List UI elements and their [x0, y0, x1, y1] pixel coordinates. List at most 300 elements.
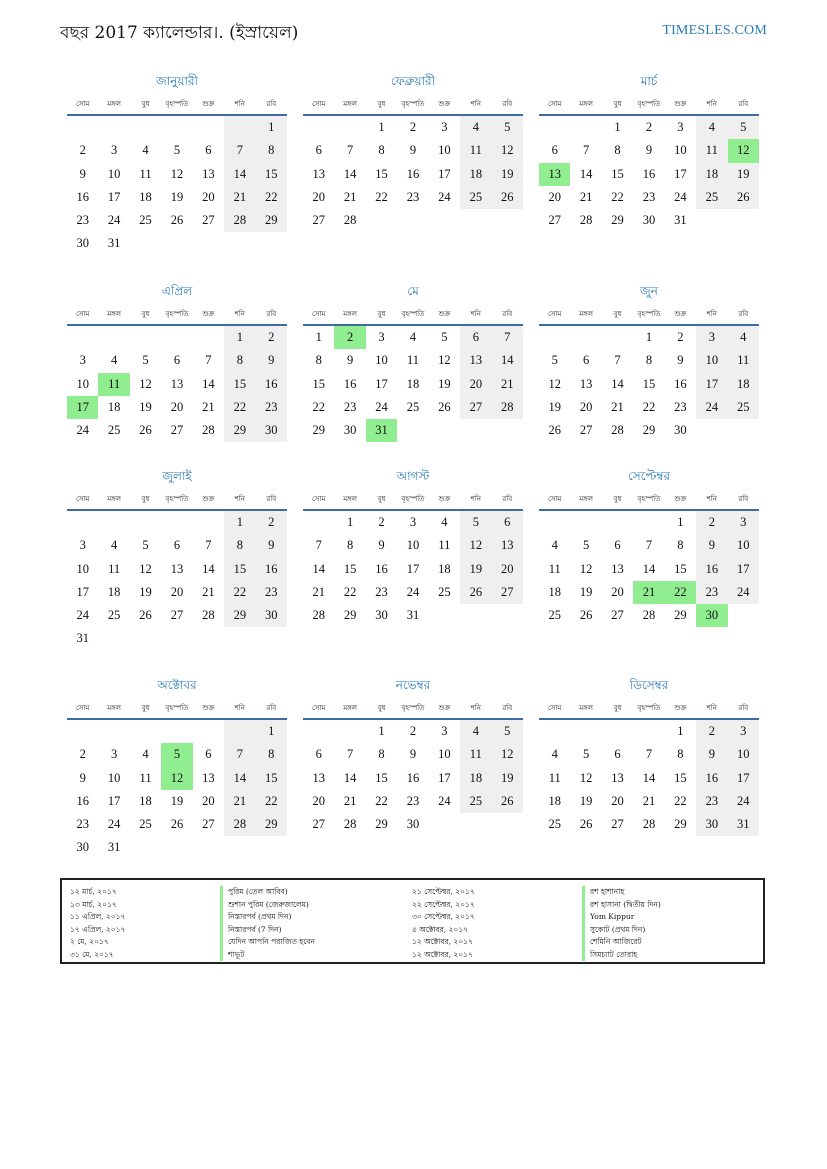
- day-cell[interactable]: 1: [256, 720, 287, 743]
- day-cell[interactable]: 23: [76, 213, 89, 228]
- day-cell[interactable]: 30: [343, 423, 357, 438]
- day-cell[interactable]: 9: [256, 534, 287, 557]
- day-cell[interactable]: 12: [438, 353, 451, 368]
- day-cell[interactable]: 16: [375, 561, 388, 576]
- day-cell[interactable]: 1: [614, 120, 621, 134]
- day-cell[interactable]: 4: [728, 326, 759, 349]
- day-cell[interactable]: 30: [256, 604, 287, 627]
- day-cell[interactable]: 15: [642, 376, 656, 391]
- day-cell[interactable]: 17: [107, 793, 121, 808]
- day-cell[interactable]: 26: [579, 817, 593, 832]
- day-cell[interactable]: 13: [170, 561, 184, 576]
- day-cell[interactable]: 26: [438, 399, 451, 414]
- day-cell[interactable]: 25: [406, 399, 420, 414]
- day-cell[interactable]: 24: [76, 423, 89, 438]
- day-cell[interactable]: 18: [107, 399, 121, 414]
- day-cell[interactable]: 1: [378, 120, 385, 134]
- day-cell[interactable]: 15: [224, 373, 255, 396]
- day-cell[interactable]: 1: [677, 515, 684, 529]
- day-cell[interactable]: 15: [375, 166, 388, 181]
- day-cell[interactable]: 9: [409, 747, 417, 762]
- day-cell[interactable]: 23: [674, 399, 687, 414]
- day-cell[interactable]: 13: [579, 376, 593, 391]
- day-cell[interactable]: 17: [406, 561, 420, 576]
- day-cell[interactable]: 15: [343, 561, 357, 576]
- day-cell[interactable]: 2: [696, 720, 727, 743]
- day-cell[interactable]: 24: [674, 189, 687, 204]
- day-cell[interactable]: 15: [256, 163, 287, 186]
- day-cell[interactable]: 2: [409, 724, 417, 738]
- day-cell[interactable]: 2: [696, 511, 727, 534]
- day-cell[interactable]: 21: [202, 584, 215, 599]
- day-cell[interactable]: 14: [642, 561, 656, 576]
- day-cell[interactable]: 22: [256, 186, 287, 209]
- day-cell[interactable]: 5: [441, 330, 448, 344]
- day-cell[interactable]: 22: [611, 189, 624, 204]
- day-cell[interactable]: 26: [492, 790, 523, 813]
- day-cell[interactable]: 29: [375, 817, 388, 832]
- day-cell[interactable]: 28: [224, 209, 255, 232]
- day-cell[interactable]: 5: [551, 353, 558, 368]
- day-cell[interactable]: 14: [343, 166, 357, 181]
- day-cell[interactable]: 10: [728, 534, 759, 557]
- day-cell[interactable]: 31: [406, 608, 420, 623]
- day-cell[interactable]: 15: [312, 376, 325, 391]
- day-cell[interactable]: 11: [728, 349, 759, 372]
- day-cell[interactable]: 8: [224, 349, 255, 372]
- day-cell[interactable]: 18: [548, 793, 561, 808]
- day-cell[interactable]: 22: [256, 790, 287, 813]
- day-cell[interactable]: 27: [492, 581, 523, 604]
- day-cell[interactable]: 27: [312, 817, 325, 832]
- day-cell[interactable]: 3: [728, 720, 759, 743]
- day-cell[interactable]: 28: [579, 213, 593, 228]
- day-cell[interactable]: 14: [611, 376, 624, 391]
- day-cell[interactable]: 1: [677, 724, 684, 738]
- day-cell[interactable]: 29: [256, 813, 287, 836]
- day-cell[interactable]: 19: [579, 793, 593, 808]
- day-cell[interactable]: 30: [76, 840, 89, 855]
- day-cell[interactable]: 20: [611, 584, 624, 599]
- day-cell[interactable]: 23: [696, 790, 727, 813]
- day-cell[interactable]: 1: [224, 511, 255, 534]
- day-cell[interactable]: 4: [409, 330, 417, 344]
- day-cell[interactable]: 2: [645, 120, 653, 134]
- day-cell[interactable]: 8: [256, 139, 287, 162]
- day-cell[interactable]: 31: [107, 840, 121, 855]
- day-cell[interactable]: 30: [406, 817, 420, 832]
- day-cell[interactable]: 21: [611, 399, 624, 414]
- day-cell[interactable]: 30: [76, 236, 89, 251]
- day-cell[interactable]: 11: [406, 353, 419, 368]
- day-cell[interactable]: 27: [202, 817, 215, 832]
- day-cell[interactable]: 22: [224, 396, 255, 419]
- day-cell[interactable]: 25: [548, 608, 561, 623]
- day-cell[interactable]: 12: [492, 139, 523, 162]
- day-cell[interactable]: 24: [438, 189, 451, 204]
- day-cell[interactable]: 7: [347, 143, 354, 158]
- day-cell[interactable]: 20: [611, 793, 624, 808]
- day-cell[interactable]: 6: [551, 143, 558, 158]
- day-cell[interactable]: 15: [256, 767, 287, 790]
- day-cell[interactable]: 3: [79, 353, 86, 368]
- day-cell[interactable]: 5: [492, 116, 523, 139]
- day-cell[interactable]: 27: [202, 213, 215, 228]
- day-cell[interactable]: 28: [202, 608, 215, 623]
- day-cell[interactable]: 29: [611, 213, 624, 228]
- day-cell[interactable]: 1: [645, 330, 653, 344]
- day-cell[interactable]: 28: [492, 396, 523, 419]
- day-cell[interactable]: 17: [67, 396, 98, 419]
- day-cell[interactable]: 10: [375, 353, 388, 368]
- day-cell[interactable]: 13: [202, 166, 215, 181]
- day-cell[interactable]: 8: [256, 743, 287, 766]
- day-cell[interactable]: 4: [441, 515, 448, 529]
- day-cell[interactable]: 17: [728, 767, 759, 790]
- day-cell[interactable]: 30: [674, 423, 687, 438]
- day-cell[interactable]: 16: [76, 793, 89, 808]
- day-cell[interactable]: 18: [438, 561, 451, 576]
- day-cell[interactable]: 4: [551, 538, 558, 553]
- day-cell[interactable]: 26: [579, 608, 593, 623]
- day-cell[interactable]: 3: [111, 747, 118, 762]
- day-cell[interactable]: 15: [375, 770, 388, 785]
- day-cell[interactable]: 2: [378, 515, 385, 529]
- day-cell[interactable]: 2: [256, 511, 287, 534]
- day-cell[interactable]: 26: [492, 186, 523, 209]
- day-cell[interactable]: 23: [375, 584, 388, 599]
- day-cell[interactable]: 12: [170, 166, 184, 181]
- day-cell[interactable]: 27: [312, 213, 325, 228]
- day-cell[interactable]: 12: [548, 376, 561, 391]
- day-cell[interactable]: 21: [579, 189, 593, 204]
- day-cell[interactable]: 26: [460, 581, 491, 604]
- day-cell[interactable]: 18: [460, 767, 491, 790]
- day-cell[interactable]: 3: [441, 724, 448, 738]
- day-cell[interactable]: 20: [170, 584, 184, 599]
- day-cell[interactable]: 5: [460, 511, 491, 534]
- day-cell[interactable]: 25: [696, 186, 727, 209]
- day-cell[interactable]: 29: [224, 604, 255, 627]
- day-cell[interactable]: 8: [378, 143, 385, 158]
- day-cell[interactable]: 6: [173, 538, 181, 553]
- day-cell[interactable]: 22: [674, 793, 687, 808]
- day-cell[interactable]: 7: [492, 326, 523, 349]
- day-cell[interactable]: 24: [406, 584, 420, 599]
- day-cell[interactable]: 7: [224, 139, 255, 162]
- day-cell[interactable]: 13: [611, 770, 624, 785]
- day-cell[interactable]: 25: [139, 817, 152, 832]
- day-cell[interactable]: 27: [611, 608, 624, 623]
- day-cell[interactable]: 8: [614, 143, 621, 158]
- day-cell[interactable]: 23: [256, 581, 287, 604]
- day-cell[interactable]: 12: [492, 743, 523, 766]
- day-cell[interactable]: 16: [674, 376, 687, 391]
- day-cell[interactable]: 15: [224, 558, 255, 581]
- day-cell[interactable]: 30: [696, 604, 727, 627]
- day-cell[interactable]: 15: [674, 561, 687, 576]
- day-cell[interactable]: 3: [677, 120, 684, 134]
- day-cell[interactable]: 9: [645, 143, 653, 158]
- day-cell[interactable]: 11: [438, 538, 451, 553]
- day-cell[interactable]: 23: [406, 793, 420, 808]
- day-cell[interactable]: 10: [76, 561, 89, 576]
- day-cell[interactable]: 19: [170, 189, 184, 204]
- day-cell[interactable]: 5: [142, 353, 149, 368]
- day-cell[interactable]: 5: [583, 538, 590, 553]
- day-cell[interactable]: 21: [202, 399, 215, 414]
- day-cell[interactable]: 16: [642, 166, 656, 181]
- day-cell[interactable]: 4: [551, 747, 558, 762]
- day-cell[interactable]: 16: [406, 770, 420, 785]
- day-cell[interactable]: 29: [674, 817, 687, 832]
- day-cell[interactable]: 24: [728, 790, 759, 813]
- day-cell[interactable]: 6: [205, 747, 212, 762]
- day-cell[interactable]: 1: [256, 116, 287, 139]
- day-cell[interactable]: 2: [79, 143, 86, 158]
- day-cell[interactable]: 29: [343, 608, 357, 623]
- day-cell[interactable]: 13: [312, 166, 325, 181]
- day-cell[interactable]: 14: [202, 561, 215, 576]
- day-cell[interactable]: 21: [492, 373, 523, 396]
- day-cell[interactable]: 9: [347, 353, 354, 368]
- day-cell[interactable]: 10: [406, 538, 420, 553]
- site-logo-text[interactable]: TIMESLES.COM: [662, 23, 767, 38]
- day-cell[interactable]: 27: [170, 608, 184, 623]
- day-cell[interactable]: 10: [728, 743, 759, 766]
- day-cell[interactable]: 3: [378, 330, 385, 344]
- day-cell[interactable]: 12: [728, 139, 759, 162]
- day-cell[interactable]: 21: [224, 186, 255, 209]
- day-cell[interactable]: 31: [674, 213, 687, 228]
- day-cell[interactable]: 13: [312, 770, 325, 785]
- day-cell[interactable]: 13: [539, 163, 570, 186]
- day-cell[interactable]: 27: [579, 423, 593, 438]
- day-cell[interactable]: 20: [460, 373, 491, 396]
- day-cell[interactable]: 14: [579, 166, 593, 181]
- day-cell[interactable]: 19: [492, 163, 523, 186]
- day-cell[interactable]: 7: [347, 747, 354, 762]
- day-cell[interactable]: 8: [347, 538, 354, 553]
- day-cell[interactable]: 31: [728, 813, 759, 836]
- day-cell[interactable]: 23: [406, 189, 420, 204]
- day-cell[interactable]: 22: [343, 584, 357, 599]
- day-cell[interactable]: 4: [142, 747, 149, 762]
- day-cell[interactable]: 19: [728, 163, 759, 186]
- day-cell[interactable]: 17: [674, 166, 687, 181]
- day-cell[interactable]: 18: [107, 584, 121, 599]
- day-cell[interactable]: 6: [492, 511, 523, 534]
- day-cell[interactable]: 13: [460, 349, 491, 372]
- day-cell[interactable]: 19: [170, 793, 184, 808]
- day-cell[interactable]: 5: [161, 743, 192, 766]
- day-cell[interactable]: 22: [642, 399, 656, 414]
- day-cell[interactable]: 28: [202, 423, 215, 438]
- day-cell[interactable]: 28: [642, 817, 656, 832]
- day-cell[interactable]: 10: [696, 349, 727, 372]
- day-cell[interactable]: 17: [696, 373, 727, 396]
- day-cell[interactable]: 16: [256, 558, 287, 581]
- day-cell[interactable]: 20: [202, 189, 215, 204]
- day-cell[interactable]: 6: [614, 747, 621, 762]
- day-cell[interactable]: 16: [406, 166, 420, 181]
- day-cell[interactable]: 23: [343, 399, 357, 414]
- day-cell[interactable]: 22: [375, 189, 388, 204]
- day-cell[interactable]: 19: [492, 767, 523, 790]
- day-cell[interactable]: 4: [696, 116, 727, 139]
- day-cell[interactable]: 11: [460, 743, 491, 766]
- day-cell[interactable]: 31: [107, 236, 121, 251]
- day-cell[interactable]: 12: [161, 767, 192, 790]
- day-cell[interactable]: 20: [312, 793, 325, 808]
- day-cell[interactable]: 28: [312, 608, 325, 623]
- day-cell[interactable]: 2: [677, 330, 684, 344]
- day-cell[interactable]: 2: [334, 326, 365, 349]
- day-cell[interactable]: 9: [378, 538, 385, 553]
- day-cell[interactable]: 30: [642, 213, 656, 228]
- day-cell[interactable]: 13: [170, 376, 184, 391]
- day-cell[interactable]: 10: [107, 770, 121, 785]
- day-cell[interactable]: 19: [579, 584, 593, 599]
- day-cell[interactable]: 5: [142, 538, 149, 553]
- day-cell[interactable]: 8: [378, 747, 385, 762]
- day-cell[interactable]: 17: [76, 584, 89, 599]
- day-cell[interactable]: 25: [438, 584, 451, 599]
- day-cell[interactable]: 21: [633, 581, 664, 604]
- day-cell[interactable]: 16: [343, 376, 357, 391]
- day-cell[interactable]: 29: [224, 419, 255, 442]
- day-cell[interactable]: 20: [579, 399, 593, 414]
- day-cell[interactable]: 14: [492, 349, 523, 372]
- day-cell[interactable]: 9: [79, 770, 86, 785]
- day-cell[interactable]: 18: [548, 584, 561, 599]
- day-cell[interactable]: 8: [677, 747, 684, 762]
- day-cell[interactable]: 15: [611, 166, 624, 181]
- day-cell[interactable]: 27: [548, 213, 561, 228]
- day-cell[interactable]: 10: [438, 747, 451, 762]
- day-cell[interactable]: 10: [107, 166, 121, 181]
- day-cell[interactable]: 1: [224, 326, 255, 349]
- day-cell[interactable]: 4: [460, 116, 491, 139]
- day-cell[interactable]: 9: [696, 534, 727, 557]
- day-cell[interactable]: 15: [674, 770, 687, 785]
- day-cell[interactable]: 2: [79, 747, 86, 762]
- day-cell[interactable]: 12: [139, 561, 152, 576]
- day-cell[interactable]: 3: [441, 120, 448, 134]
- day-cell[interactable]: 25: [139, 213, 152, 228]
- day-cell[interactable]: 31: [76, 631, 89, 646]
- day-cell[interactable]: 28: [611, 423, 624, 438]
- day-cell[interactable]: 21: [343, 793, 357, 808]
- day-cell[interactable]: 14: [312, 561, 325, 576]
- day-cell[interactable]: 22: [312, 399, 325, 414]
- day-cell[interactable]: 27: [170, 423, 184, 438]
- day-cell[interactable]: 26: [728, 186, 759, 209]
- day-cell[interactable]: 6: [614, 538, 621, 553]
- day-cell[interactable]: 24: [107, 213, 121, 228]
- day-cell[interactable]: 18: [139, 189, 152, 204]
- day-cell[interactable]: 4: [111, 538, 118, 553]
- day-cell[interactable]: 1: [347, 515, 354, 529]
- day-cell[interactable]: 20: [170, 399, 184, 414]
- day-cell[interactable]: 24: [107, 817, 121, 832]
- day-cell[interactable]: 3: [728, 511, 759, 534]
- day-cell[interactable]: 11: [696, 139, 727, 162]
- day-cell[interactable]: 23: [642, 189, 656, 204]
- day-cell[interactable]: 10: [76, 376, 89, 391]
- day-cell[interactable]: 7: [205, 538, 212, 553]
- day-cell[interactable]: 6: [315, 143, 322, 158]
- day-cell[interactable]: 21: [642, 793, 656, 808]
- day-cell[interactable]: 20: [548, 189, 561, 204]
- day-cell[interactable]: 16: [696, 767, 727, 790]
- day-cell[interactable]: 30: [696, 813, 727, 836]
- day-cell[interactable]: 6: [205, 143, 212, 158]
- day-cell[interactable]: 26: [139, 608, 152, 623]
- day-cell[interactable]: 14: [224, 767, 255, 790]
- day-cell[interactable]: 10: [438, 143, 451, 158]
- day-cell[interactable]: 25: [460, 186, 491, 209]
- day-cell[interactable]: 17: [107, 189, 121, 204]
- day-cell[interactable]: 27: [460, 396, 491, 419]
- day-cell[interactable]: 28: [343, 213, 357, 228]
- day-cell[interactable]: 5: [583, 747, 590, 762]
- day-cell[interactable]: 11: [460, 139, 491, 162]
- day-cell[interactable]: 4: [142, 143, 149, 158]
- day-cell[interactable]: 17: [728, 558, 759, 581]
- day-cell[interactable]: 24: [696, 396, 727, 419]
- day-cell[interactable]: 14: [202, 376, 215, 391]
- day-cell[interactable]: 14: [642, 770, 656, 785]
- day-cell[interactable]: 11: [98, 373, 129, 396]
- day-cell[interactable]: 25: [728, 396, 759, 419]
- day-cell[interactable]: 31: [366, 419, 397, 442]
- day-cell[interactable]: 28: [343, 817, 357, 832]
- day-cell[interactable]: 21: [224, 790, 255, 813]
- day-cell[interactable]: 11: [139, 770, 152, 785]
- day-cell[interactable]: 25: [548, 817, 561, 832]
- day-cell[interactable]: 4: [111, 353, 118, 368]
- day-cell[interactable]: 18: [406, 376, 420, 391]
- day-cell[interactable]: 3: [696, 326, 727, 349]
- day-cell[interactable]: 8: [315, 353, 322, 368]
- day-cell[interactable]: 7: [645, 538, 653, 553]
- day-cell[interactable]: 25: [107, 608, 121, 623]
- day-cell[interactable]: 19: [548, 399, 561, 414]
- day-cell[interactable]: 21: [312, 584, 325, 599]
- day-cell[interactable]: 7: [645, 747, 653, 762]
- day-cell[interactable]: 14: [343, 770, 357, 785]
- day-cell[interactable]: 4: [460, 720, 491, 743]
- day-cell[interactable]: 24: [375, 399, 388, 414]
- day-cell[interactable]: 12: [579, 770, 593, 785]
- day-cell[interactable]: 7: [583, 143, 590, 158]
- day-cell[interactable]: 9: [409, 143, 417, 158]
- day-cell[interactable]: 11: [139, 166, 152, 181]
- day-cell[interactable]: 20: [312, 189, 325, 204]
- day-cell[interactable]: 30: [256, 419, 287, 442]
- day-cell[interactable]: 25: [107, 423, 121, 438]
- day-cell[interactable]: 11: [548, 770, 561, 785]
- day-cell[interactable]: 11: [108, 561, 121, 576]
- day-cell[interactable]: 5: [173, 143, 181, 158]
- day-cell[interactable]: 6: [583, 353, 590, 368]
- day-cell[interactable]: 18: [139, 793, 152, 808]
- day-cell[interactable]: 28: [224, 813, 255, 836]
- day-cell[interactable]: 17: [438, 770, 451, 785]
- day-cell[interactable]: 14: [224, 163, 255, 186]
- day-cell[interactable]: 18: [728, 373, 759, 396]
